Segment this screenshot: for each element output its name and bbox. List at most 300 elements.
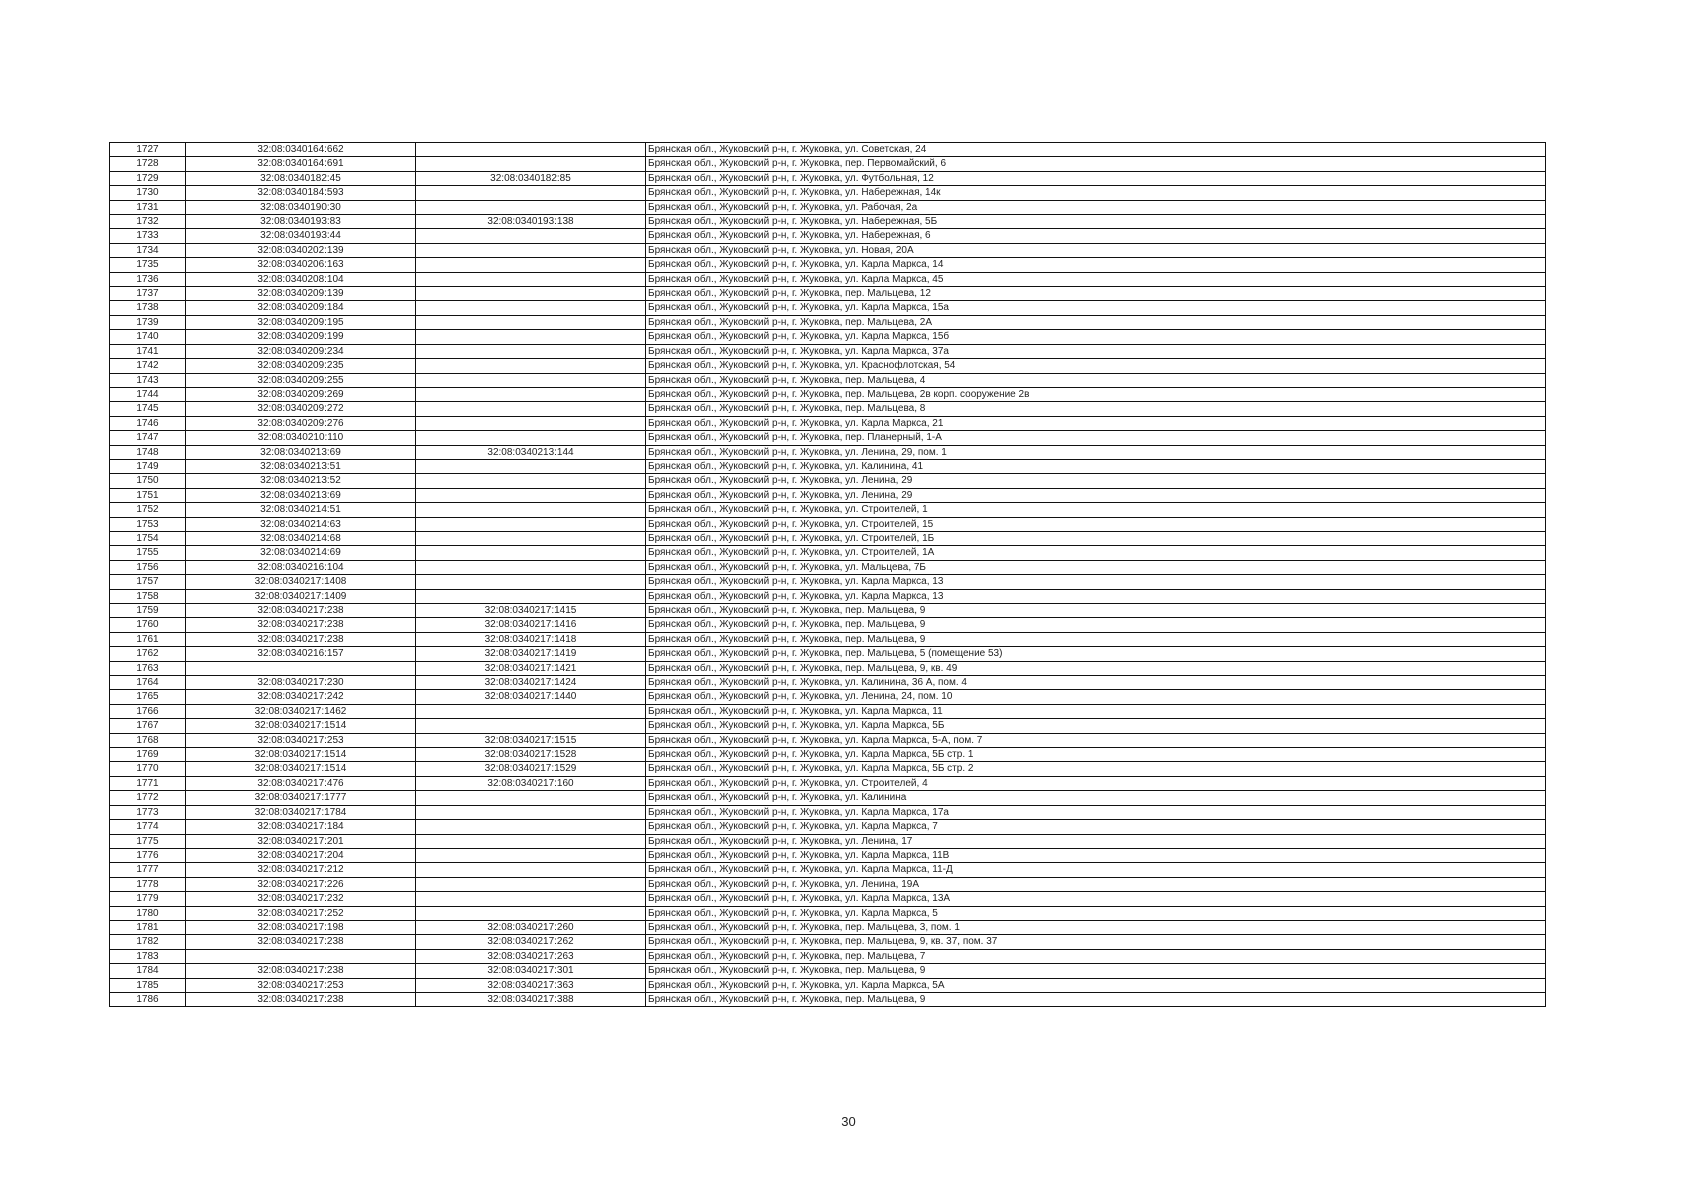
related-cadastral-number-cell: [416, 575, 646, 589]
row-number-cell: 1769: [110, 748, 186, 762]
address-cell: Брянская обл., Жуковский р-н, г. Жуковка, ул. Карла Маркса, 37а: [646, 344, 1546, 358]
address-cell: Брянская обл., Жуковский р-н, г. Жуковка, ул. Карла Маркса, 13: [646, 575, 1546, 589]
row-number-cell: 1754: [110, 531, 186, 545]
table-row: [110, 474, 1546, 488]
table-row: [110, 805, 1546, 819]
row-number-cell: 1750: [110, 474, 186, 488]
cadastral-number-cell: 32:08:0340217:238: [186, 992, 416, 1006]
row-number-cell: 1735: [110, 258, 186, 272]
address-cell: Брянская обл., Жуковский р-н, г. Жуковка, пер. Мальцева, 9: [646, 964, 1546, 978]
related-cadastral-number-cell: [416, 546, 646, 560]
table-row: [110, 171, 1546, 185]
address-cell: Брянская обл., Жуковский р-н, г. Жуковка, ул. Советская, 24: [646, 143, 1546, 157]
row-number-cell: 1752: [110, 503, 186, 517]
cadastral-number-cell: 32:08:0340217:252: [186, 906, 416, 920]
cadastral-number-cell: 32:08:0340214:69: [186, 546, 416, 560]
related-cadastral-number-cell: [416, 560, 646, 574]
address-cell: Брянская обл., Жуковский р-н, г. Жуковка, ул. Карла Маркса, 11: [646, 704, 1546, 718]
cadastral-number-cell: 32:08:0340208:104: [186, 272, 416, 286]
address-cell: Брянская обл., Жуковский р-н, г. Жуковка, ул. Калинина: [646, 791, 1546, 805]
related-cadastral-number-cell: [416, 474, 646, 488]
row-number-cell: 1775: [110, 834, 186, 848]
address-cell: Брянская обл., Жуковский р-н, г. Жуковка, ул. Набережная, 5Б: [646, 215, 1546, 229]
related-cadastral-number-cell: [416, 272, 646, 286]
row-number-cell: 1785: [110, 978, 186, 992]
row-number-cell: 1734: [110, 243, 186, 257]
table-row: [110, 459, 1546, 473]
address-cell: Брянская обл., Жуковский р-н, г. Жуковка, ул. Ленина, 29: [646, 488, 1546, 502]
row-number-cell: 1768: [110, 733, 186, 747]
related-cadastral-number-cell: [416, 906, 646, 920]
related-cadastral-number-cell: [416, 805, 646, 819]
related-cadastral-number-cell: [416, 301, 646, 315]
cadastral-number-cell: 32:08:0340209:235: [186, 359, 416, 373]
address-cell: Брянская обл., Жуковский р-н, г. Жуковка, пер. Мальцева, 2А: [646, 315, 1546, 329]
row-number-cell: 1780: [110, 906, 186, 920]
cadastral-number-cell: 32:08:0340210:110: [186, 431, 416, 445]
table-row: [110, 992, 1546, 1006]
related-cadastral-number-cell: 32:08:0340217:1418: [416, 632, 646, 646]
row-number-cell: 1737: [110, 287, 186, 301]
related-cadastral-number-cell: [416, 589, 646, 603]
table-row: [110, 416, 1546, 430]
table-row: [110, 690, 1546, 704]
address-cell: Брянская обл., Жуковский р-н, г. Жуковка, пер. Мальцева, 9: [646, 632, 1546, 646]
address-cell: Брянская обл., Жуковский р-н, г. Жуковка, ул. Строителей, 1А: [646, 546, 1546, 560]
table-row: [110, 877, 1546, 891]
related-cadastral-number-cell: [416, 431, 646, 445]
row-number-cell: 1742: [110, 359, 186, 373]
table-row: [110, 978, 1546, 992]
cadastral-number-cell: 32:08:0340209:139: [186, 287, 416, 301]
table-row: [110, 503, 1546, 517]
address-cell: Брянская обл., Жуковский р-н, г. Жуковка, пер. Мальцева, 9, кв. 37, пом. 37: [646, 935, 1546, 949]
row-number-cell: 1764: [110, 676, 186, 690]
table-row: [110, 344, 1546, 358]
table-row: [110, 964, 1546, 978]
address-cell: Брянская обл., Жуковский р-н, г. Жуковка, ул. Карла Маркса, 11В: [646, 848, 1546, 862]
related-cadastral-number-cell: 32:08:0340217:1416: [416, 618, 646, 632]
related-cadastral-number-cell: 32:08:0340217:1415: [416, 604, 646, 618]
row-number-cell: 1781: [110, 920, 186, 934]
cadastral-number-cell: 32:08:0340216:157: [186, 647, 416, 661]
cadastral-number-cell: 32:08:0340217:184: [186, 820, 416, 834]
row-number-cell: 1746: [110, 416, 186, 430]
cadastral-number-cell: 32:08:0340209:184: [186, 301, 416, 315]
related-cadastral-number-cell: 32:08:0340217:260: [416, 920, 646, 934]
related-cadastral-number-cell: [416, 877, 646, 891]
row-number-cell: 1732: [110, 215, 186, 229]
row-number-cell: 1771: [110, 776, 186, 790]
row-number-cell: 1776: [110, 848, 186, 862]
cadastral-number-cell: 32:08:0340214:51: [186, 503, 416, 517]
row-number-cell: 1731: [110, 200, 186, 214]
related-cadastral-number-cell: [416, 344, 646, 358]
cadastral-number-cell: 32:08:0340209:269: [186, 387, 416, 401]
cadastral-number-cell: 32:08:0340214:63: [186, 517, 416, 531]
table-row: [110, 892, 1546, 906]
related-cadastral-number-cell: [416, 315, 646, 329]
address-cell: Брянская обл., Жуковский р-н, г. Жуковка, ул. Карла Маркса, 11-Д: [646, 863, 1546, 877]
cadastral-number-cell: 32:08:0340213:51: [186, 459, 416, 473]
address-cell: Брянская обл., Жуковский р-н, г. Жуковка, пер. Мальцева, 9, кв. 49: [646, 661, 1546, 675]
address-cell: Брянская обл., Жуковский р-н, г. Жуковка, пер. Планерный, 1-А: [646, 431, 1546, 445]
row-number-cell: 1751: [110, 488, 186, 502]
address-cell: Брянская обл., Жуковский р-н, г. Жуковка, пер. Мальцева, 5 (помещение 53): [646, 647, 1546, 661]
cadastral-number-cell: 32:08:0340217:232: [186, 892, 416, 906]
cadastral-number-cell: 32:08:0340217:212: [186, 863, 416, 877]
address-cell: Брянская обл., Жуковский р-н, г. Жуковка, пер. Первомайский, 6: [646, 157, 1546, 171]
row-number-cell: 1730: [110, 186, 186, 200]
registry-table-body: [110, 143, 1546, 1007]
cadastral-number-cell: 32:08:0340217:201: [186, 834, 416, 848]
row-number-cell: 1761: [110, 632, 186, 646]
related-cadastral-number-cell: [416, 834, 646, 848]
table-row: [110, 517, 1546, 531]
related-cadastral-number-cell: 32:08:0340217:1419: [416, 647, 646, 661]
row-number-cell: 1774: [110, 820, 186, 834]
table-row: [110, 834, 1546, 848]
table-row: [110, 661, 1546, 675]
cadastral-number-cell: 32:08:0340202:139: [186, 243, 416, 257]
address-cell: Брянская обл., Жуковский р-н, г. Жуковка, ул. Набережная, 6: [646, 229, 1546, 243]
cadastral-number-cell: [186, 661, 416, 675]
related-cadastral-number-cell: 32:08:0340217:1529: [416, 762, 646, 776]
cadastral-number-cell: 32:08:0340217:1514: [186, 719, 416, 733]
related-cadastral-number-cell: [416, 287, 646, 301]
related-cadastral-number-cell: 32:08:0340217:262: [416, 935, 646, 949]
row-number-cell: 1783: [110, 949, 186, 963]
related-cadastral-number-cell: [416, 531, 646, 545]
table-row: [110, 373, 1546, 387]
table-row: [110, 387, 1546, 401]
table-row: [110, 920, 1546, 934]
table-row: [110, 143, 1546, 157]
row-number-cell: 1755: [110, 546, 186, 560]
table-row: [110, 935, 1546, 949]
cadastral-number-cell: 32:08:0340217:238: [186, 964, 416, 978]
related-cadastral-number-cell: [416, 258, 646, 272]
table-row: [110, 330, 1546, 344]
cadastral-number-cell: 32:08:0340217:1777: [186, 791, 416, 805]
cadastral-number-cell: 32:08:0340193:44: [186, 229, 416, 243]
address-cell: Брянская обл., Жуковский р-н, г. Жуковка, ул. Новая, 20А: [646, 243, 1546, 257]
address-cell: Брянская обл., Жуковский р-н, г. Жуковка, ул. Карла Маркса, 14: [646, 258, 1546, 272]
cadastral-number-cell: 32:08:0340164:662: [186, 143, 416, 157]
row-number-cell: 1753: [110, 517, 186, 531]
cadastral-number-cell: 32:08:0340217:204: [186, 848, 416, 862]
row-number-cell: 1786: [110, 992, 186, 1006]
table-row: [110, 704, 1546, 718]
row-number-cell: 1765: [110, 690, 186, 704]
address-cell: Брянская обл., Жуковский р-н, г. Жуковка, ул. Карла Маркса, 5: [646, 906, 1546, 920]
row-number-cell: 1770: [110, 762, 186, 776]
address-cell: Брянская обл., Жуковский р-н, г. Жуковка, ул. Рабочая, 2а: [646, 200, 1546, 214]
related-cadastral-number-cell: 32:08:0340182:85: [416, 171, 646, 185]
related-cadastral-number-cell: [416, 719, 646, 733]
row-number-cell: 1728: [110, 157, 186, 171]
table-row: [110, 647, 1546, 661]
address-cell: Брянская обл., Жуковский р-н, г. Жуковка, ул. Карла Маркса, 15б: [646, 330, 1546, 344]
related-cadastral-number-cell: 32:08:0340217:1440: [416, 690, 646, 704]
row-number-cell: 1727: [110, 143, 186, 157]
table-row: [110, 632, 1546, 646]
row-number-cell: 1766: [110, 704, 186, 718]
address-cell: Брянская обл., Жуковский р-н, г. Жуковка, ул. Карла Маркса, 7: [646, 820, 1546, 834]
address-cell: Брянская обл., Жуковский р-н, г. Жуковка, ул. Набережная, 14к: [646, 186, 1546, 200]
table-row: [110, 848, 1546, 862]
row-number-cell: 1749: [110, 459, 186, 473]
table-row: [110, 215, 1546, 229]
related-cadastral-number-cell: 32:08:0340217:160: [416, 776, 646, 790]
address-cell: Брянская обл., Жуковский р-н, г. Жуковка, ул. Строителей, 4: [646, 776, 1546, 790]
related-cadastral-number-cell: 32:08:0340217:1421: [416, 661, 646, 675]
address-cell: Брянская обл., Жуковский р-н, г. Жуковка, пер. Мальцева, 2в корп. сооружение 2в: [646, 387, 1546, 401]
table-row: [110, 575, 1546, 589]
row-number-cell: 1741: [110, 344, 186, 358]
related-cadastral-number-cell: [416, 373, 646, 387]
address-cell: Брянская обл., Жуковский р-н, г. Жуковка, ул. Карла Маркса, 13А: [646, 892, 1546, 906]
related-cadastral-number-cell: [416, 387, 646, 401]
related-cadastral-number-cell: [416, 820, 646, 834]
address-cell: Брянская обл., Жуковский р-н, г. Жуковка, пер. Мальцева, 12: [646, 287, 1546, 301]
address-cell: Брянская обл., Жуковский р-н, г. Жуковка, пер. Мальцева, 9: [646, 618, 1546, 632]
table-row: [110, 531, 1546, 545]
table-row: [110, 301, 1546, 315]
related-cadastral-number-cell: 32:08:0340193:138: [416, 215, 646, 229]
cadastral-number-cell: 32:08:0340217:230: [186, 676, 416, 690]
cadastral-number-cell: 32:08:0340217:242: [186, 690, 416, 704]
address-cell: Брянская обл., Жуковский р-н, г. Жуковка, пер. Мальцева, 8: [646, 402, 1546, 416]
table-row: [110, 258, 1546, 272]
row-number-cell: 1740: [110, 330, 186, 344]
address-cell: Брянская обл., Жуковский р-н, г. Жуковка, ул. Карла Маркса, 5А: [646, 978, 1546, 992]
cadastral-number-cell: 32:08:0340216:104: [186, 560, 416, 574]
row-number-cell: 1759: [110, 604, 186, 618]
table-row: [110, 431, 1546, 445]
cadastral-number-cell: 32:08:0340193:83: [186, 215, 416, 229]
cadastral-number-cell: 32:08:0340217:198: [186, 920, 416, 934]
related-cadastral-number-cell: [416, 863, 646, 877]
cadastral-number-cell: 32:08:0340217:476: [186, 776, 416, 790]
address-cell: Брянская обл., Жуковский р-н, г. Жуковка, ул. Мальцева, 7Б: [646, 560, 1546, 574]
cadastral-number-cell: 32:08:0340217:253: [186, 733, 416, 747]
related-cadastral-number-cell: [416, 143, 646, 157]
cadastral-number-cell: 32:08:0340209:199: [186, 330, 416, 344]
table-row: [110, 863, 1546, 877]
related-cadastral-number-cell: [416, 157, 646, 171]
row-number-cell: 1784: [110, 964, 186, 978]
cadastral-number-cell: 32:08:0340217:1409: [186, 589, 416, 603]
cadastral-number-cell: 32:08:0340217:238: [186, 632, 416, 646]
related-cadastral-number-cell: 32:08:0340217:388: [416, 992, 646, 1006]
cadastral-number-cell: 32:08:0340182:45: [186, 171, 416, 185]
cadastral-number-cell: 32:08:0340209:255: [186, 373, 416, 387]
row-number-cell: 1738: [110, 301, 186, 315]
row-number-cell: 1747: [110, 431, 186, 445]
row-number-cell: 1739: [110, 315, 186, 329]
cadastral-number-cell: 32:08:0340206:163: [186, 258, 416, 272]
registry-table: [109, 142, 1546, 1007]
related-cadastral-number-cell: [416, 848, 646, 862]
row-number-cell: 1762: [110, 647, 186, 661]
related-cadastral-number-cell: [416, 402, 646, 416]
related-cadastral-number-cell: [416, 330, 646, 344]
table-row: [110, 791, 1546, 805]
table-row: [110, 604, 1546, 618]
row-number-cell: 1758: [110, 589, 186, 603]
cadastral-number-cell: 32:08:0340209:234: [186, 344, 416, 358]
cadastral-number-cell: 32:08:0340217:1784: [186, 805, 416, 819]
related-cadastral-number-cell: 32:08:0340217:301: [416, 964, 646, 978]
row-number-cell: 1777: [110, 863, 186, 877]
table-row: [110, 287, 1546, 301]
related-cadastral-number-cell: [416, 488, 646, 502]
table-row: [110, 272, 1546, 286]
cadastral-number-cell: [186, 949, 416, 963]
address-cell: Брянская обл., Жуковский р-н, г. Жуковка, ул. Карла Маркса, 17а: [646, 805, 1546, 819]
table-row: [110, 229, 1546, 243]
row-number-cell: 1767: [110, 719, 186, 733]
related-cadastral-number-cell: 32:08:0340217:1424: [416, 676, 646, 690]
address-cell: Брянская обл., Жуковский р-н, г. Жуковка, ул. Строителей, 15: [646, 517, 1546, 531]
row-number-cell: 1757: [110, 575, 186, 589]
table-row: [110, 949, 1546, 963]
table-row: [110, 906, 1546, 920]
address-cell: Брянская обл., Жуковский р-н, г. Жуковка, ул. Строителей, 1: [646, 503, 1546, 517]
table-row: [110, 618, 1546, 632]
cadastral-number-cell: 32:08:0340209:276: [186, 416, 416, 430]
cadastral-number-cell: 32:08:0340217:238: [186, 618, 416, 632]
address-cell: Брянская обл., Жуковский р-н, г. Жуковка, пер. Мальцева, 4: [646, 373, 1546, 387]
address-cell: Брянская обл., Жуковский р-н, г. Жуковка, ул. Карла Маркса, 5Б стр. 2: [646, 762, 1546, 776]
cadastral-number-cell: 32:08:0340217:226: [186, 877, 416, 891]
related-cadastral-number-cell: [416, 503, 646, 517]
table-row: [110, 820, 1546, 834]
cadastral-number-cell: 32:08:0340190:30: [186, 200, 416, 214]
address-cell: Брянская обл., Жуковский р-н, г. Жуковка, ул. Карла Маркса, 15а: [646, 301, 1546, 315]
related-cadastral-number-cell: [416, 359, 646, 373]
address-cell: Брянская обл., Жуковский р-н, г. Жуковка, пер. Мальцева, 7: [646, 949, 1546, 963]
address-cell: Брянская обл., Жуковский р-н, г. Жуковка, ул. Ленина, 29: [646, 474, 1546, 488]
related-cadastral-number-cell: [416, 243, 646, 257]
table-row: [110, 200, 1546, 214]
table-row: [110, 157, 1546, 171]
address-cell: Брянская обл., Жуковский р-н, г. Жуковка, ул. Карла Маркса, 5Б: [646, 719, 1546, 733]
address-cell: Брянская обл., Жуковский р-н, г. Жуковка, ул. Карла Маркса, 5-А, пом. 7: [646, 733, 1546, 747]
related-cadastral-number-cell: [416, 892, 646, 906]
table-row: [110, 243, 1546, 257]
related-cadastral-number-cell: [416, 416, 646, 430]
row-number-cell: 1733: [110, 229, 186, 243]
row-number-cell: 1756: [110, 560, 186, 574]
row-number-cell: 1729: [110, 171, 186, 185]
related-cadastral-number-cell: 32:08:0340217:363: [416, 978, 646, 992]
page-number: 30: [841, 1114, 856, 1129]
address-cell: Брянская обл., Жуковский р-н, г. Жуковка, ул. Ленина, 29, пом. 1: [646, 445, 1546, 459]
cadastral-number-cell: 32:08:0340217:1408: [186, 575, 416, 589]
address-cell: Брянская обл., Жуковский р-н, г. Жуковка, ул. Ленина, 17: [646, 834, 1546, 848]
table-row: [110, 402, 1546, 416]
row-number-cell: 1748: [110, 445, 186, 459]
row-number-cell: 1778: [110, 877, 186, 891]
related-cadastral-number-cell: 32:08:0340217:1515: [416, 733, 646, 747]
row-number-cell: 1763: [110, 661, 186, 675]
address-cell: Брянская обл., Жуковский р-н, г. Жуковка, ул. Краснофлотская, 54: [646, 359, 1546, 373]
address-cell: Брянская обл., Жуковский р-н, г. Жуковка, ул. Ленина, 19А: [646, 877, 1546, 891]
related-cadastral-number-cell: 32:08:0340217:1528: [416, 748, 646, 762]
row-number-cell: 1773: [110, 805, 186, 819]
table-row: [110, 359, 1546, 373]
cadastral-number-cell: 32:08:0340213:69: [186, 445, 416, 459]
table-row: [110, 589, 1546, 603]
row-number-cell: 1744: [110, 387, 186, 401]
row-number-cell: 1782: [110, 935, 186, 949]
cadastral-number-cell: 32:08:0340209:272: [186, 402, 416, 416]
address-cell: Брянская обл., Жуковский р-н, г. Жуковка, пер. Мальцева, 9: [646, 992, 1546, 1006]
table-row: [110, 315, 1546, 329]
cadastral-number-cell: 32:08:0340213:52: [186, 474, 416, 488]
related-cadastral-number-cell: [416, 791, 646, 805]
address-cell: Брянская обл., Жуковский р-н, г. Жуковка, ул. Ленина, 24, пом. 10: [646, 690, 1546, 704]
address-cell: Брянская обл., Жуковский р-н, г. Жуковка, ул. Карла Маркса, 45: [646, 272, 1546, 286]
row-number-cell: 1779: [110, 892, 186, 906]
table-row: [110, 445, 1546, 459]
related-cadastral-number-cell: [416, 704, 646, 718]
cadastral-number-cell: 32:08:0340214:68: [186, 531, 416, 545]
cadastral-number-cell: 32:08:0340217:1514: [186, 762, 416, 776]
table-row: [110, 719, 1546, 733]
table-row: [110, 488, 1546, 502]
related-cadastral-number-cell: [416, 229, 646, 243]
table-row: [110, 762, 1546, 776]
related-cadastral-number-cell: 32:08:0340217:263: [416, 949, 646, 963]
address-cell: Брянская обл., Жуковский р-н, г. Жуковка, ул. Карла Маркса, 21: [646, 416, 1546, 430]
related-cadastral-number-cell: 32:08:0340213:144: [416, 445, 646, 459]
cadastral-number-cell: 32:08:0340217:238: [186, 604, 416, 618]
related-cadastral-number-cell: [416, 459, 646, 473]
table-row: [110, 748, 1546, 762]
row-number-cell: 1772: [110, 791, 186, 805]
cadastral-number-cell: 32:08:0340217:1514: [186, 748, 416, 762]
table-row: [110, 546, 1546, 560]
table-row: [110, 733, 1546, 747]
cadastral-number-cell: 32:08:0340217:1462: [186, 704, 416, 718]
cadastral-number-cell: 32:08:0340164:691: [186, 157, 416, 171]
cadastral-number-cell: 32:08:0340209:195: [186, 315, 416, 329]
address-cell: Брянская обл., Жуковский р-н, г. Жуковка, ул. Карла Маркса, 5Б стр. 1: [646, 748, 1546, 762]
table-row: [110, 560, 1546, 574]
address-cell: Брянская обл., Жуковский р-н, г. Жуковка, ул. Строителей, 1Б: [646, 531, 1546, 545]
cadastral-number-cell: 32:08:0340217:238: [186, 935, 416, 949]
address-cell: Брянская обл., Жуковский р-н, г. Жуковка, ул. Карла Маркса, 13: [646, 589, 1546, 603]
table-row: [110, 676, 1546, 690]
related-cadastral-number-cell: [416, 186, 646, 200]
row-number-cell: 1736: [110, 272, 186, 286]
cadastral-number-cell: 32:08:0340213:69: [186, 488, 416, 502]
related-cadastral-number-cell: [416, 517, 646, 531]
table-row: [110, 776, 1546, 790]
cadastral-number-cell: 32:08:0340184:593: [186, 186, 416, 200]
row-number-cell: 1745: [110, 402, 186, 416]
table-row: [110, 186, 1546, 200]
address-cell: Брянская обл., Жуковский р-н, г. Жуковка, пер. Мальцева, 9: [646, 604, 1546, 618]
related-cadastral-number-cell: [416, 200, 646, 214]
row-number-cell: 1743: [110, 373, 186, 387]
address-cell: Брянская обл., Жуковский р-н, г. Жуковка, пер. Мальцева, 3, пом. 1: [646, 920, 1546, 934]
address-cell: Брянская обл., Жуковский р-н, г. Жуковка, ул. Футбольная, 12: [646, 171, 1546, 185]
address-cell: Брянская обл., Жуковский р-н, г. Жуковка, ул. Калинина, 36 А, пом. 4: [646, 676, 1546, 690]
